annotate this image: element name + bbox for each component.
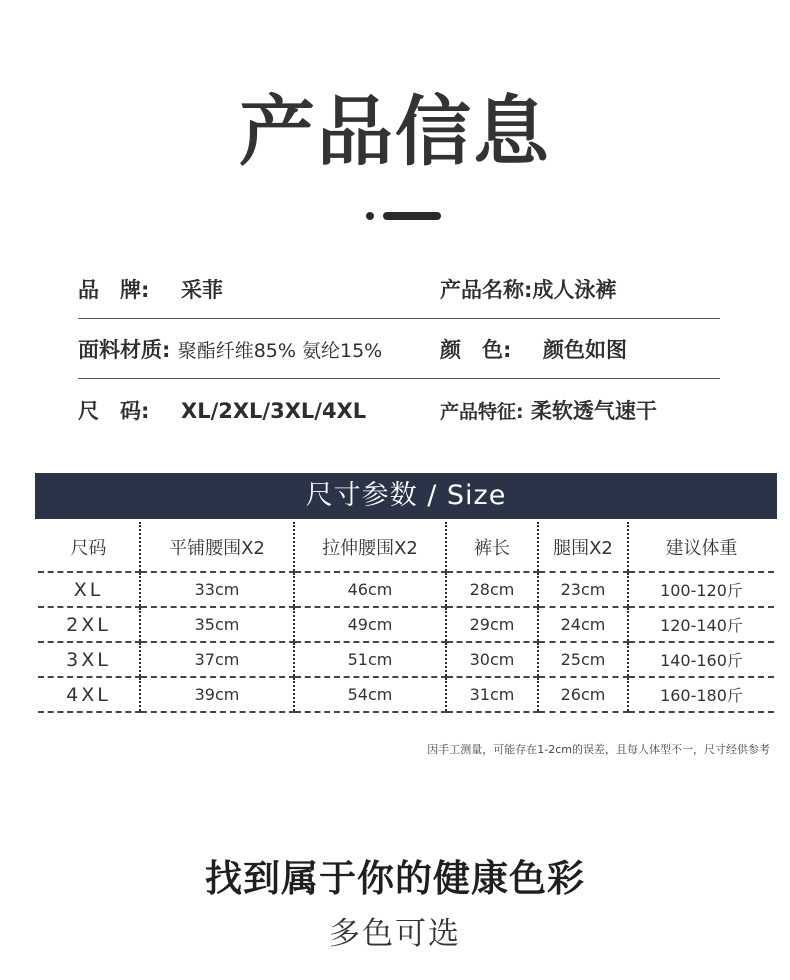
table-cell: 23cm: [538, 572, 628, 607]
table-cell: 4XL: [38, 677, 140, 712]
size-field: [78, 395, 440, 425]
column-header: 尺码: [38, 522, 140, 572]
size-table: [38, 522, 774, 713]
table-cell: 140-160斤: [628, 642, 774, 677]
material-value: 聚酯纤维85% 氨纶15%: [177, 340, 383, 362]
table-cell: 3XL: [38, 642, 140, 677]
size-chart-header: 尺寸参数 / Size: [35, 473, 777, 519]
table-cell: 49cm: [294, 607, 446, 642]
color-key: 颜 色:: [440, 338, 512, 362]
material-key: 面料材质:: [78, 338, 171, 362]
column-header: 腿围X2: [538, 522, 628, 572]
table-cell: 28cm: [446, 572, 538, 607]
measurement-note: 因手工测量，可能存在1-2cm的误差，且每人体型不一，尺寸经供参考: [427, 743, 770, 756]
table-cell: 39cm: [140, 677, 294, 712]
table-cell: 31cm: [446, 677, 538, 712]
product-name-field: [440, 274, 616, 304]
table-cell: 25cm: [538, 642, 628, 677]
table-cell: 2XL: [38, 607, 140, 642]
table-row: [38, 642, 774, 677]
table-cell: 160-180斤: [628, 677, 774, 712]
column-header: 平铺腰围X2: [140, 522, 294, 572]
size-value: XL/2XL/3XL/4XL: [181, 399, 367, 423]
table-cell: 29cm: [446, 607, 538, 642]
table-row: [38, 677, 774, 712]
product-name-value: 成人泳裤: [532, 278, 617, 302]
material-field: [78, 334, 440, 364]
size-table-header-row: [38, 522, 774, 572]
table-cell: 33cm: [140, 572, 294, 607]
info-row-material: [78, 320, 720, 379]
table-row: [38, 572, 774, 607]
color-value: 颜色如图: [543, 338, 627, 362]
table-cell: 26cm: [538, 677, 628, 712]
table-cell: 120-140斤: [628, 607, 774, 642]
table-cell: 46cm: [294, 572, 446, 607]
table-cell: 35cm: [140, 607, 294, 642]
color-field: [440, 334, 627, 364]
info-row-size: [78, 381, 720, 439]
divider-bar: [383, 212, 441, 220]
column-header: 裤长: [446, 522, 538, 572]
info-row-brand: [78, 260, 720, 319]
table-cell: 37cm: [140, 642, 294, 677]
table-cell: 51cm: [294, 642, 446, 677]
size-key: 尺 码:: [78, 399, 150, 423]
feature-field: [440, 395, 657, 425]
brand-value: 采菲: [181, 278, 223, 302]
feature-value: 柔软透气速干: [530, 399, 657, 423]
table-cell: 100-120斤: [628, 572, 774, 607]
page-title: 产品信息: [239, 87, 551, 176]
table-cell: 24cm: [538, 607, 628, 642]
divider-dot: [366, 212, 374, 220]
feature-key: 产品特征:: [440, 401, 524, 423]
column-header: 拉伸腰围X2: [294, 522, 446, 572]
product-name-key: 产品名称:: [440, 278, 533, 302]
column-header: 建议体重: [628, 522, 774, 572]
brand-key: 品 牌:: [78, 278, 150, 302]
slogan: 找到属于你的健康色彩: [205, 857, 585, 900]
table-cell: XL: [38, 572, 140, 607]
table-cell: 30cm: [446, 642, 538, 677]
table-cell: 54cm: [294, 677, 446, 712]
sub-slogan: 多色可选: [329, 916, 461, 952]
brand-field: [78, 274, 440, 304]
table-row: [38, 607, 774, 642]
